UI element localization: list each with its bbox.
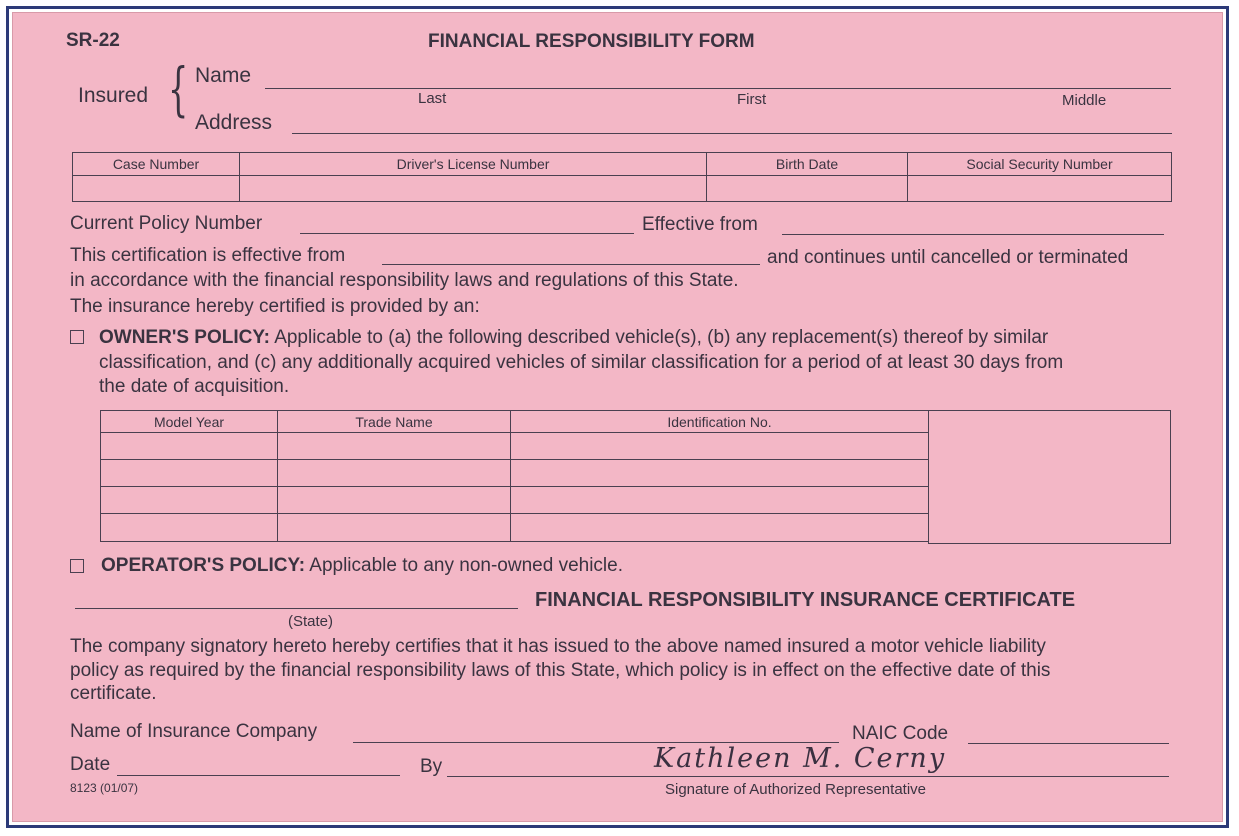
vehicle-table xyxy=(100,410,929,542)
table-row-cell[interactable] xyxy=(511,514,929,542)
col-trade-name: Trade Name xyxy=(278,411,511,433)
provided-by-text: The insurance hereby certified is provided by an: xyxy=(70,296,480,317)
insurance-company-label: Name of Insurance Company xyxy=(70,721,318,742)
certificate-body-line2: policy as required by the financial responsibility laws of this State, which policy is in effect on the effective date of this xyxy=(70,660,1051,681)
table-row-cell[interactable] xyxy=(101,433,278,460)
name-field[interactable] xyxy=(265,88,1171,89)
certificate-body-line1: The company signatory hereto hereby certifies that it has issued to the above named insured a motor vehicle liability xyxy=(70,636,1046,657)
owners-policy-line1 xyxy=(99,327,1048,349)
signature: Kathleen M. Cerny xyxy=(654,743,947,774)
by-label: By xyxy=(420,756,443,777)
effective-from-field[interactable] xyxy=(782,234,1164,235)
operators-policy-text: Applicable to any non-owned vehicle. xyxy=(309,555,623,576)
continues-text: and continues until cancelled or terminated xyxy=(767,247,1129,268)
table-row-cell[interactable] xyxy=(101,460,278,487)
col-case-number: Case Number xyxy=(73,153,240,176)
form-id: SR-22 xyxy=(66,30,120,51)
col-model-year: Model Year xyxy=(101,411,278,433)
drivers-license-cell[interactable] xyxy=(240,176,707,202)
owners-policy-label: OWNER'S POLICY: xyxy=(99,327,270,348)
table-row-cell[interactable] xyxy=(101,487,278,514)
naic-code-label: NAIC Code xyxy=(852,723,949,744)
case-number-cell[interactable] xyxy=(73,176,240,202)
table-row-cell[interactable] xyxy=(101,514,278,542)
operators-policy-line xyxy=(101,555,623,577)
signature-field[interactable] xyxy=(447,776,1169,777)
certificate-body-line3: certificate. xyxy=(70,683,157,704)
table-row-cell[interactable] xyxy=(278,487,511,514)
table-row-cell[interactable] xyxy=(278,460,511,487)
cert-effective-label: This certification is effective from xyxy=(70,245,346,266)
table-row-cell[interactable] xyxy=(278,433,511,460)
address-label: Address xyxy=(195,111,273,134)
table-row-cell[interactable] xyxy=(278,514,511,542)
date-field[interactable] xyxy=(117,775,400,776)
address-field[interactable] xyxy=(292,133,1172,134)
brace-icon: { xyxy=(168,55,189,123)
owners-policy-line2: classification, and (c) any additionally acquired vehicles of similar classification for a period of at least 30 days from xyxy=(99,352,1064,373)
vehicle-side-box[interactable] xyxy=(928,410,1171,544)
sub-label-middle: Middle xyxy=(1062,92,1107,109)
table-row-cell[interactable] xyxy=(511,433,929,460)
operators-policy-label: OPERATOR'S POLICY: xyxy=(101,555,306,576)
col-drivers-license: Driver's License Number xyxy=(240,153,707,176)
signature-caption: Signature of Authorized Representative xyxy=(665,781,926,798)
sub-label-first: First xyxy=(737,91,767,108)
owners-policy-line3: the date of acquisition. xyxy=(99,376,290,397)
col-identification-no: Identification No. xyxy=(511,411,929,433)
operators-policy-checkbox[interactable] xyxy=(70,559,84,573)
col-birth-date: Birth Date xyxy=(707,153,908,176)
birth-date-cell[interactable] xyxy=(707,176,908,202)
id-table xyxy=(72,152,1172,202)
form-number: 8123 (01/07) xyxy=(70,781,139,795)
owners-policy-checkbox[interactable] xyxy=(70,330,84,344)
effective-from-label: Effective from xyxy=(642,214,758,235)
current-policy-label: Current Policy Number xyxy=(70,213,263,234)
state-field[interactable] xyxy=(75,608,518,609)
table-row-cell[interactable] xyxy=(511,460,929,487)
table-row-cell[interactable] xyxy=(511,487,929,514)
current-policy-field[interactable] xyxy=(300,233,634,234)
accordance-text: in accordance with the financial responsibility laws and regulations of this State. xyxy=(70,270,739,291)
col-ssn: Social Security Number xyxy=(908,153,1172,176)
name-label: Name xyxy=(195,64,252,87)
certificate-title: FINANCIAL RESPONSIBILITY INSURANCE CERTIFICATE xyxy=(535,589,1076,611)
date-label: Date xyxy=(70,754,111,775)
naic-code-field[interactable] xyxy=(968,743,1169,744)
cert-effective-field[interactable] xyxy=(382,264,760,265)
state-label: (State) xyxy=(288,613,334,630)
insured-label: Insured xyxy=(78,84,149,107)
ssn-cell[interactable] xyxy=(908,176,1172,202)
form-title: FINANCIAL RESPONSIBILITY FORM xyxy=(428,31,755,52)
sub-label-last: Last xyxy=(418,90,447,107)
owners-policy-text1: Applicable to (a) the following described vehicle(s), (b) any replacement(s) thereof by similar xyxy=(274,327,1049,348)
